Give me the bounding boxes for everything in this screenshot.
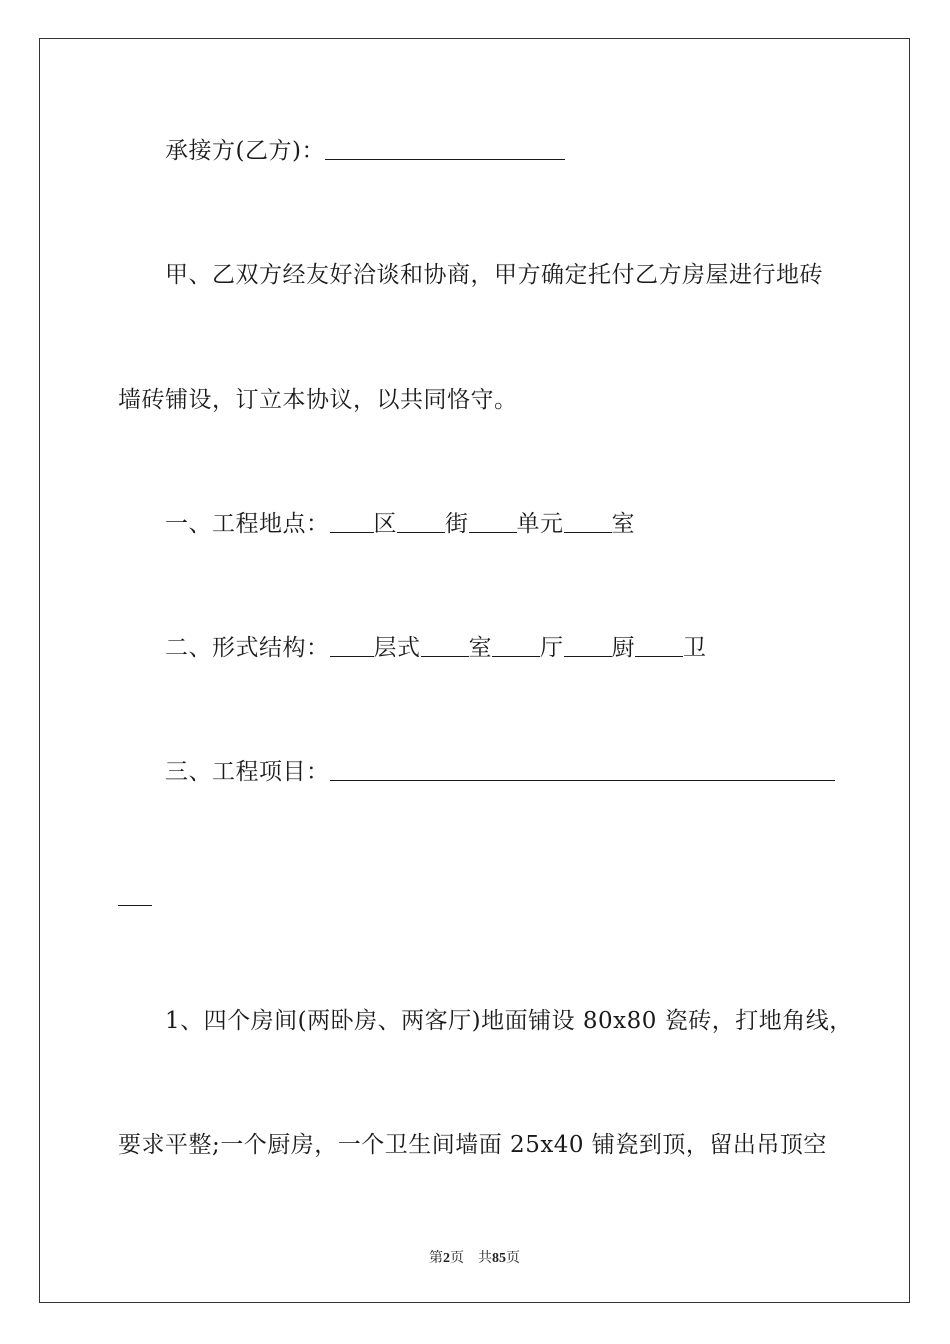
blank [330, 636, 374, 657]
total-prefix: 共 [478, 1251, 492, 1266]
unit-label: 厅 [540, 635, 564, 661]
blank [421, 636, 469, 657]
blank [564, 636, 612, 657]
unit-label: 室 [468, 635, 492, 661]
section-3-project [165, 757, 835, 787]
total-suffix: 页 [506, 1251, 520, 1266]
page-prefix: 第 [429, 1251, 443, 1266]
document-page [39, 38, 910, 1303]
party-b-label: 承接方(乙方)： [165, 138, 325, 164]
blank [564, 512, 612, 533]
blank [397, 512, 445, 533]
section-2-label: 二、形式结构： [165, 635, 330, 661]
blank [330, 512, 374, 533]
section-2-structure [165, 633, 707, 663]
section-3-label: 三、工程项目： [165, 759, 330, 785]
unit-label: 层式 [373, 635, 421, 661]
unit-label: 卫 [683, 635, 707, 661]
intro-line-2: 墙砖铺设，订立本协议，以共同恪守。 [118, 387, 518, 413]
section-3-blank-continued [118, 882, 152, 912]
item-1-line-2: 要求平整;一个厨房，一个卫生间墙面 25x40 铺瓷到顶，留出吊顶空 [118, 1132, 827, 1158]
unit-label: 厨 [611, 635, 635, 661]
page-number: 2 [443, 1251, 450, 1266]
page-suffix: 页 [450, 1251, 464, 1266]
intro-line-1: 甲、乙双方经友好洽谈和协商，甲方确定托付乙方房屋进行地砖 [165, 262, 823, 288]
blank [469, 512, 517, 533]
section-3-blank [330, 760, 835, 781]
unit-label: 单元 [516, 511, 564, 537]
page-footer [40, 1247, 909, 1267]
unit-label: 区 [373, 511, 397, 537]
total-pages: 85 [492, 1251, 506, 1266]
item-1-line-1: 1、四个房间(两卧房、两客厅)地面铺设 80x80 瓷砖，打地角线， [165, 1008, 853, 1034]
party-b-line [165, 136, 565, 166]
blank [492, 636, 540, 657]
blank [118, 885, 152, 906]
party-b-blank [325, 139, 565, 160]
unit-label: 街 [445, 511, 469, 537]
unit-label: 室 [611, 511, 635, 537]
section-1-location [165, 509, 635, 539]
blank [635, 636, 683, 657]
section-1-label: 一、工程地点： [165, 511, 330, 537]
